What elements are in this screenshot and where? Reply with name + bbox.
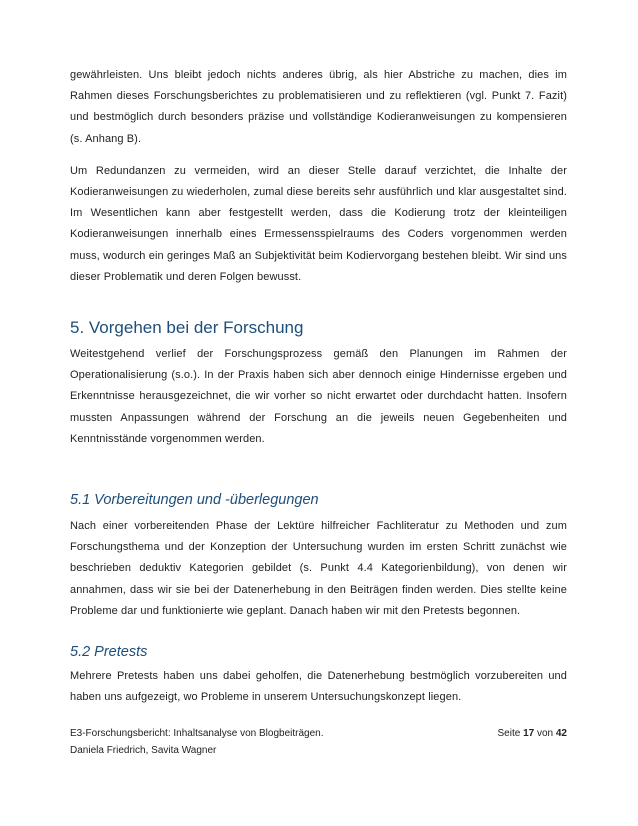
footer-row-top bbox=[70, 725, 567, 742]
heading-section-5-1: 5.1 Vorbereitungen und -überlegungen bbox=[70, 492, 319, 509]
paragraph-intro-continuation: gewährleisten. Uns bleibt jedoch nichts anderes übrig, als hier Abstriche zu machen, dies im Rahmen dieses Forschungsberichtes zu problematisieren und zu reflektieren (vgl. Punkt 7. Fazit) und bestmöglich durch besonders präzise und vollständige Kodieranweisungen zu kompensieren (s. Anhang B). bbox=[70, 69, 567, 145]
page-current: 17 bbox=[523, 728, 535, 739]
page-footer bbox=[70, 725, 567, 759]
page-total: 42 bbox=[555, 728, 567, 739]
heading-section-5-2: 5.2 Pretests bbox=[70, 644, 148, 661]
page-number bbox=[497, 725, 567, 742]
paragraph-section-5-2: Mehrere Pretests haben uns dabei geholfen, die Datenerhebung bestmöglich vorzubereiten und haben uns aufgezeigt, wo Probleme in unserem Untersuchungskonzept liegen. bbox=[70, 670, 567, 704]
paragraph-section-5: Weitestgehend verlief der Forschungsprozess gemäß den Planungen im Rahmen der Operationalisierung (s.o.). In der Praxis haben sich aber dennoch einige Hindernisse ergeben und Erkenntnisse herausgezeichnet, die wir vorher so nicht erwartet oder durchdacht hatten. Insofern mussten Anpassungen während der Forschung an die jeweils neuen Gegebenheiten und Kenntnisstände vorgenommen werden. bbox=[70, 348, 567, 445]
paragraph-section-5-1: Nach einer vorbereitenden Phase der Lektüre hilfreicher Fachliteratur zu Methoden und zum Forschungsthema und der Konzeption der Untersuchung wurden im ersten Schritt zunächst wie beschrieben deduktiv Kategorien gebildet (s. Punkt 4.4 Kategorienbildung), von denen wir annahmen, dass wir sie bei der Datenerhebung in den Beiträgen finden werden. Dies stellte keine Probleme dar und funktionierte wie geplant. Danach haben wir mit den Pretests begonnen. bbox=[70, 520, 567, 617]
footer-doc-title: E3-Forschungsbericht: Inhaltsanalyse von Blogbeiträgen. bbox=[70, 728, 324, 739]
footer-authors: Daniela Friedrich, Savita Wagner bbox=[70, 745, 217, 756]
page-label: Seite bbox=[497, 728, 521, 739]
paragraph-redundancy: Um Redundanzen zu vermeiden, wird an dieser Stelle darauf verzichtet, die Inhalte der Kodieranweisungen zu wiederholen, zumal diese bereits sehr ausführlich und klar ausgestaltet sind. Im Wesentlichen kann aber festgestellt werden, dass die Kodierung trotz der kleinteiligen Kodieranweisungen innerhalb eines Ermessensspielraums des Coders vorgenommen werden muss, wodurch ein geringes Maß an Subjektivität beim Kodiervorgang bestehen bleibt. Wir sind uns dieser Problematik und deren Folgen bewusst. bbox=[70, 164, 567, 283]
heading-section-5: 5. Vorgehen bei der Forschung bbox=[70, 318, 304, 338]
page-of-label: von bbox=[536, 728, 554, 739]
page-content bbox=[70, 65, 567, 708]
